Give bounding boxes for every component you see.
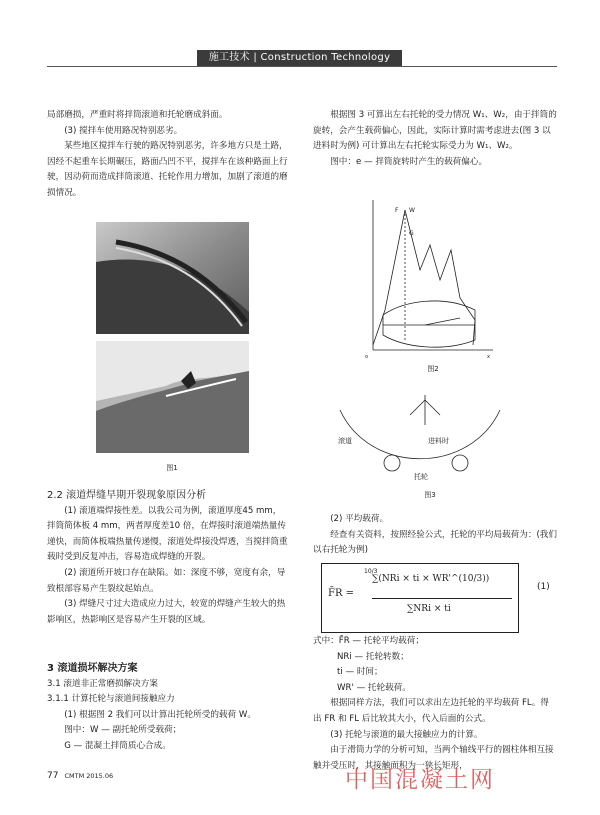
list-item: (3) 搅拌车使用路况特别恶劣。: [64, 125, 183, 136]
left-column-top: [47, 108, 289, 202]
paragraph: 某些地区搅拌车行驶的路况特别恶劣，许多地方只是土路，因经不起重车长期碾压，路面凸凹不平，搅拌车在该种路面上行驶，因动荷而造成拌筒滚道、托轮作用力增加，加剧了滚道的磨损情况。: [47, 141, 288, 198]
figure-2-caption: 图2: [427, 365, 439, 373]
formula-number: (1): [537, 582, 550, 592]
where-item: NRi — 托轮转数；: [337, 651, 409, 662]
figure-1-caption: 图1: [166, 464, 178, 472]
where-item: ti — 时间；: [337, 667, 383, 678]
svg-text:F: F: [395, 207, 399, 214]
where-item: WR' — 托轮载荷。: [337, 682, 411, 693]
where-item: 式中：F̄R — 托轮平均载荷；: [313, 636, 424, 646]
paragraph: (1) 根据图 2 我们可以计算出托轮所受的载荷 W。: [64, 709, 256, 720]
left-column-bottom: [47, 488, 289, 628]
svg-text:G: G: [409, 230, 414, 237]
formula-root-index: 10/3: [364, 568, 378, 575]
fraction-bar: [372, 598, 512, 599]
right-column-top: [313, 108, 557, 170]
paragraph: (3) 托轮与滚道的最大接触应力的计算。: [330, 729, 483, 740]
figure-1-photo-bottom: [96, 341, 249, 453]
right-column-mid: [313, 512, 557, 559]
page-number: 77: [47, 771, 59, 781]
paragraph: 局部磨损，严重时将拌筒滚道和托轮磨成斜面。: [47, 110, 228, 120]
figure-3-diagram: [330, 380, 510, 485]
journal-info: CMTM 2015.06: [64, 772, 114, 780]
svg-text:o: o: [365, 354, 369, 360]
track-label: 滚道: [338, 437, 352, 445]
svg-text:W: W: [409, 207, 415, 214]
formula-denominator: ∑NRi × ti: [407, 604, 451, 614]
subsection-heading: 3.1 滚道非正常磨损解决方案: [47, 678, 158, 689]
paragraph: 根据同样方法，我们可以求出左边托轮的平均载荷 FL。得出 FR 和 FL 后比较其大小，代入后面的公式。: [313, 698, 549, 724]
paragraph: 图中：W — 副托轮所受载荷；: [64, 725, 182, 736]
footer: [47, 771, 113, 781]
figure-3-caption: 图3: [424, 491, 436, 499]
paragraph: (2) 平均载荷。: [330, 514, 389, 524]
figure-2-diagram: [365, 200, 495, 360]
roller-label: 托轮: [414, 473, 428, 481]
right-column-bottom: [313, 634, 557, 774]
load-label: 进料时: [428, 437, 449, 445]
header-rule: [47, 66, 557, 67]
watermark: 中国混凝土网: [345, 767, 495, 793]
section-heading: 3 滚道损坏解决方案: [47, 663, 138, 674]
paragraph: 图中：e — 拌筒旋转时产生的载荷偏心。: [330, 156, 488, 167]
left-column-section3: [47, 661, 289, 755]
paragraph: 经查有关资料，按照经验公式，托轮的平均局载荷为：(我们以右托轮为例): [313, 529, 557, 556]
paragraph: 根据图 3 可算出左右托轮的受力情况 W₁、W₂，由于拌筒的旋转，会产生载荷偏心，因此，实际计算时需考虑进去(图 3 以进料时为例) 可计算出左右托轮实际受力为 W₁、W₂。: [313, 110, 557, 152]
running-header: 施工技术 | Construction Technology: [197, 50, 402, 66]
paragraph: (3) 焊缝尺寸过大造成应力过大，较宽的焊缝产生较大的热影响区，热影响区是容易产生开裂的区域。: [47, 599, 286, 625]
formula-lhs: F̄R =: [328, 588, 355, 599]
paragraph: 由于滑筒力学的分析可知，当两个轴线平行的圆柱体相互接触并受压时，其接触面积为一狭长矩形，: [313, 745, 554, 771]
subsubsection-heading: 3.1.1 计算托轮与滚道间接触应力: [47, 694, 175, 705]
formula-1-box: [321, 563, 519, 633]
paragraph: (2) 滚道所开坡口存在缺陷。如：深度不够，宽度有余，导致根部容易产生裂纹起始点。: [47, 567, 286, 594]
paragraph: G — 混凝土拌筒质心合成。: [64, 740, 171, 751]
section-heading: 2.2 滚道焊缝早期开裂现象原因分析: [47, 490, 207, 501]
paragraph: (1) 滚道端焊接性差。以我公司为例，滚道厚度45 mm，拌筒简体板 4 mm，两者厚度差10 倍，在焊接时滚道端热量传递快，而简体板端热量传递慢，滚道处焊接没焊透，当搅拌筒重载时受到反复冲击，容易造成焊缝的开裂。: [47, 505, 288, 563]
svg-text:x: x: [487, 354, 490, 360]
formula-numerator: ∑(NRi × ti × WR'^(10/3)): [372, 574, 490, 584]
figure-1-photo-top: [96, 222, 249, 334]
